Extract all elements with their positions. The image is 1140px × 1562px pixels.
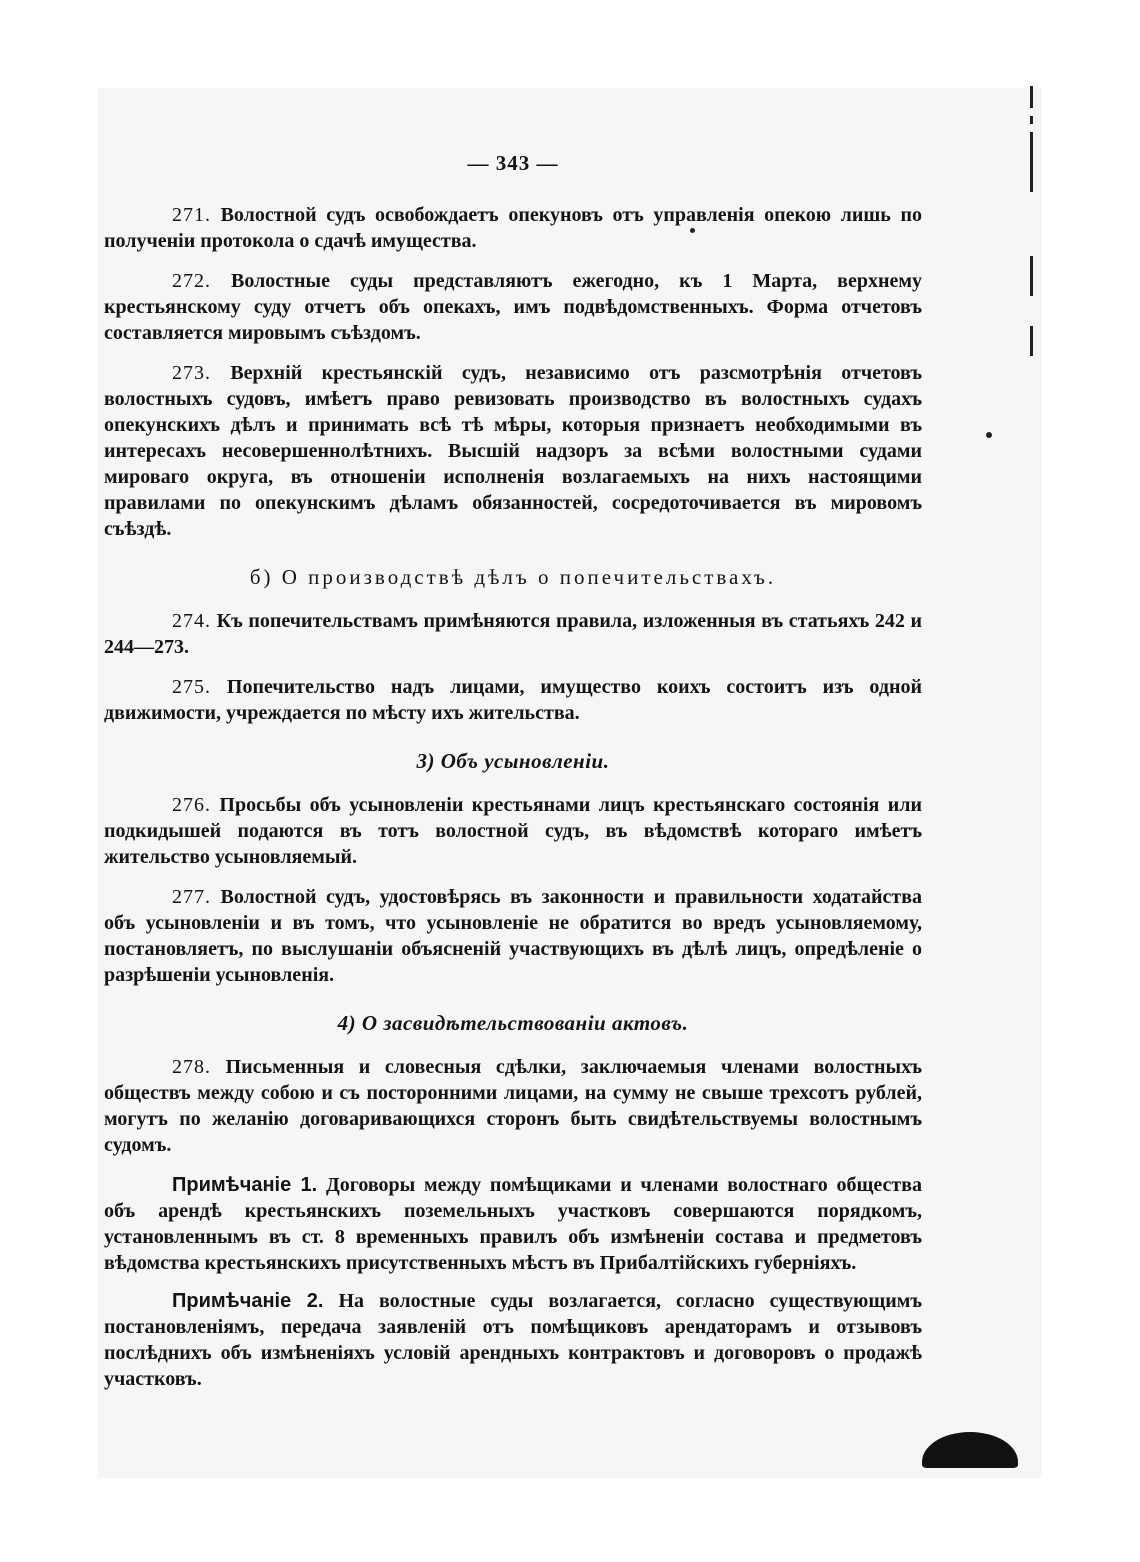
page-edge-marks <box>1030 86 1038 386</box>
note-label: Примѣчаніе 1. <box>172 1174 318 1196</box>
article-number: 273. <box>172 362 211 384</box>
article-number: 276. <box>172 794 211 816</box>
note-text: Договоры между помѣщиками и членами волостнаго общества объ арендѣ крестьянскихъ поземельныхъ участковъ совершаются порядкомъ, установленнымъ въ ст. 8 временныхъ правилъ объ измѣненіи состава и предметовъ вѣдомства крестьянскихъ присутственныхъ мѣстъ въ Прибалтійскихъ губерніяхъ. <box>104 1174 922 1274</box>
articles-zasvidetelstvovanie <box>104 1054 922 1158</box>
note-label: Примѣчаніе 2. <box>172 1290 324 1312</box>
document-page <box>104 150 922 1404</box>
article-number: 278. <box>172 1056 211 1078</box>
article-text: Волостной судъ, удостовѣрясь въ законности и правильности ходатайства объ усыновленіи и въ томъ, что усыновленіе не обратится во вредъ усыновляемому, постановляетъ, по выслушаніи объясненій участвующихъ въ дѣлѣ лицъ, опредѣленіе о разрѣшеніи усыновленія. <box>104 886 922 986</box>
article-number: 272. <box>172 270 211 292</box>
article-paragraph <box>104 360 922 542</box>
article-number: 275. <box>172 676 211 698</box>
articles-usynovlenie <box>104 792 922 988</box>
note-paragraph <box>104 1288 922 1392</box>
section-heading-zasvidetelstvovanie: 4) О засвидѣтельствованіи актовъ. <box>337 1011 689 1035</box>
article-text: Письменныя и словесныя сдѣлки, заключаемыя членами волостныхъ обществъ между собою и съ посторонними лицами, на сумму не свыше трехсотъ рублей, могутъ по желанію договаривающихся сторонъ быть свидѣтельствуемы волостнымъ судомъ. <box>104 1056 922 1156</box>
section-heading-popechitelstva: б) О производствѣ дѣлъ о попечительствахъ. <box>249 565 777 589</box>
article-paragraph <box>104 884 922 988</box>
article-text: Просьбы объ усыновленіи крестьянами лицъ крестьянскаго состоянія или подкидышей подаются въ тотъ волостной судъ, въ вѣдомствѣ котораго имѣетъ жительство усыновляемый. <box>104 794 922 868</box>
article-paragraph <box>104 202 922 254</box>
articles-popechitelstva <box>104 608 922 726</box>
article-paragraph <box>104 792 922 870</box>
article-text: Верхній крестьянскій судъ, независимо отъ разсмотрѣнія отчетовъ волостныхъ судовъ, имѣетъ право ревизовать производство въ волостныхъ судахъ опекунскихъ дѣлъ и принимать всѣ тѣ мѣры, которыя признаетъ необходимыми въ интересахъ несовершеннолѣтнихъ. Высшій надзоръ за всѣми волостными судами мироваго округа, въ отношеніи исполненія возлагаемыхъ на нихъ настоящими правилами по опекунскимъ дѣламъ обязанностей, сосредоточивается въ мировомъ съѣздѣ. <box>104 362 922 540</box>
articles-opeka <box>104 202 922 542</box>
notes <box>104 1172 922 1392</box>
article-text: Къ попечительствамъ примѣняются правила, изложенныя въ статьяхъ 242 и 244—273. <box>104 610 922 658</box>
article-paragraph <box>104 608 922 660</box>
article-number: 274. <box>172 610 211 632</box>
article-paragraph <box>104 268 922 346</box>
article-text: Волостные суды представляютъ ежегодно, къ 1 Марта, верхнему крестьянскому суду отчетъ объ опекахъ, имъ подвѣдомственныхъ. Форма отчетовъ составляется мировымъ съѣздомъ. <box>104 270 922 344</box>
article-paragraph <box>104 674 922 726</box>
note-text: На волостные суды возлагается, согласно существующимъ постановленіямъ, передача заявленій отъ помѣщиковъ арендаторамъ и отзывовъ послѣднихъ объ измѣненіяхъ условій арендныхъ контрактовъ и договоровъ о продажѣ участковъ. <box>104 1290 923 1390</box>
page-number: — 343 — <box>467 151 559 175</box>
article-text: Попечительство надъ лицами, имущество коихъ состоитъ изъ одной движимости, учреждается по мѣсту ихъ жительства. <box>104 676 922 724</box>
article-text: Волостной судъ освобождаетъ опекуновъ отъ управленія опекою лишь по полученіи протокола о сдачѣ имущества. <box>104 204 922 252</box>
article-number: 277. <box>172 886 211 908</box>
section-heading-usynovlenie: 3) Объ усыновленіи. <box>416 749 610 773</box>
note-paragraph <box>104 1172 922 1276</box>
article-paragraph <box>104 1054 922 1158</box>
stray-ink-dot <box>986 432 992 438</box>
article-number: 271. <box>172 204 211 226</box>
